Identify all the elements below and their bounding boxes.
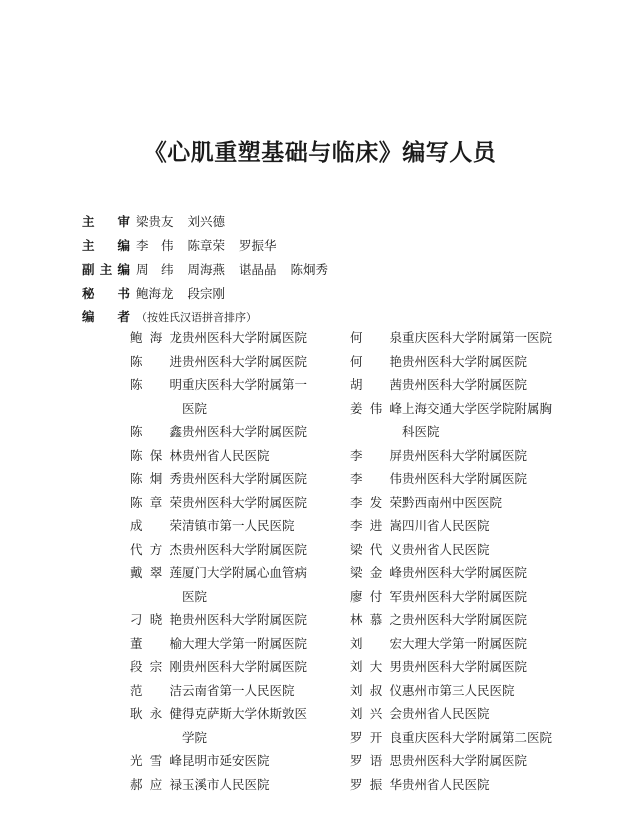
person-name: 梁贵友 xyxy=(136,214,174,229)
editor-affiliation: 贵州医科大学附属医院 xyxy=(182,541,308,557)
editor-affiliation: 贵州医科大学附属医院 xyxy=(182,612,308,627)
editor-affiliation: 贵州医科大学附属医院 xyxy=(182,471,308,486)
person-name: 陈章荣 xyxy=(187,238,226,253)
editor-affiliation: 贵州医科大学附属医院 xyxy=(402,377,528,392)
editor-name: 廖付军 xyxy=(350,588,402,604)
page-title: 《心肌重塑基础与临床》编写人员 xyxy=(143,140,497,166)
editor-name: 陈 鑫 xyxy=(130,424,182,439)
editor-affiliation: 重庆医科大学附属第二医院 xyxy=(402,729,553,745)
editor-affiliation: 四川省人民医院 xyxy=(402,518,490,533)
editor-name: 代方杰 xyxy=(130,541,182,557)
editor-affiliation: 大理大学第一附属医院 xyxy=(402,635,528,651)
editor-name: 梁代义 xyxy=(350,541,402,557)
editor-name: 刁晓艳 xyxy=(130,612,182,627)
role-row-secretary xyxy=(82,284,239,304)
person-name: 陈炯秀 xyxy=(290,262,329,277)
editor-name: 段宗刚 xyxy=(130,659,182,674)
person-name: 罗振华 xyxy=(239,238,277,253)
sort-note: （按姓氏汉语拼音排序） xyxy=(136,311,257,324)
editor-affiliation: 重庆医科大学附属第一医院 xyxy=(182,377,308,416)
editor-name: 何 泉 xyxy=(350,330,402,345)
editor-affiliation: 贵州省人民医院 xyxy=(182,447,270,463)
editor-name: 戴翠莲 xyxy=(130,565,182,580)
editor-affiliation: 贵州医科大学附属医院 xyxy=(182,330,308,345)
editor-name: 李进嵩 xyxy=(350,518,402,533)
role-label: 主 审 xyxy=(82,214,130,229)
editor-name: 梁金峰 xyxy=(350,565,402,580)
editor-name: 光雪峰 xyxy=(130,753,182,768)
editor-name: 姜伟峰 xyxy=(350,400,402,416)
editor-name: 郝应禄 xyxy=(130,776,182,792)
editor-name: 胡 茜 xyxy=(350,377,402,392)
role-row-chief-reviewer xyxy=(82,212,239,232)
editor-name: 范 洁 xyxy=(130,682,182,698)
editor-affiliation: 黔西南州中医医院 xyxy=(402,494,503,510)
role-row-editors xyxy=(82,307,257,327)
editor-affiliation: 厦门大学附属心血管病医院 xyxy=(182,565,308,604)
editor-name: 罗振华 xyxy=(350,776,402,792)
editor-name: 陈保林 xyxy=(130,447,182,463)
editor-name: 陈章荣 xyxy=(130,494,182,510)
editor-name: 陈 进 xyxy=(130,353,182,369)
editor-affiliation: 重庆医科大学附属第一医院 xyxy=(402,330,553,345)
editor-affiliation: 贵州医科大学附属医院 xyxy=(182,424,308,439)
editor-affiliation: 贵州医科大学附属医院 xyxy=(402,565,528,580)
person-name: 段宗刚 xyxy=(187,286,226,301)
editor-affiliation: 贵州省人民医院 xyxy=(402,541,490,557)
role-label: 秘 书 xyxy=(82,286,130,301)
editor-affiliation: 清镇市第一人民医院 xyxy=(182,518,295,533)
role-row-chief-editor xyxy=(82,236,291,256)
editor-name: 陈 明 xyxy=(130,377,182,392)
person-name: 周 纬 xyxy=(136,262,174,277)
person-name: 周海燕 xyxy=(187,262,226,277)
editor-affiliation: 贵州省人民医院 xyxy=(402,776,490,792)
editor-affiliation: 惠州市第三人民医院 xyxy=(402,682,515,698)
editor-name: 刘兴会 xyxy=(350,706,402,721)
editor-affiliation: 上海交通大学医学院附属胸科医院 xyxy=(402,400,553,439)
editor-name: 何 艳 xyxy=(350,353,402,369)
editor-affiliation: 贵州医科大学附属医院 xyxy=(402,447,528,463)
editor-affiliation: 玉溪市人民医院 xyxy=(182,776,270,792)
editor-name: 林慕之 xyxy=(350,612,402,627)
editor-name: 李发荣 xyxy=(350,494,402,510)
editor-affiliation: 贵州省人民医院 xyxy=(402,706,490,721)
editor-affiliation: 昆明市延安医院 xyxy=(182,753,270,768)
editor-name: 李 伟 xyxy=(350,471,402,486)
editor-name: 成 荣 xyxy=(130,518,182,533)
editor-name: 陈炯秀 xyxy=(130,471,182,486)
editor-name: 罗语思 xyxy=(350,753,402,768)
editor-name: 罗开良 xyxy=(350,729,402,745)
editor-affiliation: 大理大学第一附属医院 xyxy=(182,635,308,651)
editor-name: 鲍海龙 xyxy=(130,330,182,345)
editor-affiliation: 得克萨斯大学休斯敦医学院 xyxy=(182,706,308,745)
role-label: 主 编 xyxy=(82,238,130,253)
editor-name: 刘大男 xyxy=(350,659,402,674)
role-row-deputy-editor xyxy=(82,260,342,280)
editor-affiliation: 贵州医科大学附属医院 xyxy=(182,353,308,369)
editor-affiliation: 贵州医科大学附属医院 xyxy=(402,659,528,674)
editor-affiliation: 云南省第一人民医院 xyxy=(182,682,295,698)
editor-name: 刘 宏 xyxy=(350,635,402,651)
editor-affiliation: 贵州医科大学附属医院 xyxy=(402,471,528,486)
editor-affiliation: 贵州医科大学附属医院 xyxy=(402,753,528,768)
editor-affiliation: 贵州医科大学附属医院 xyxy=(402,612,528,627)
editor-name: 耿永健 xyxy=(130,706,182,721)
role-label: 副主编 xyxy=(82,262,130,277)
editor-name: 李 屏 xyxy=(350,447,402,463)
person-name: 鲍海龙 xyxy=(136,286,174,301)
editor-name: 刘叔仪 xyxy=(350,682,402,698)
person-name: 李 伟 xyxy=(136,238,174,253)
editor-affiliation: 贵州医科大学附属医院 xyxy=(402,588,528,604)
editor-affiliation: 贵州医科大学附属医院 xyxy=(182,659,308,674)
editor-name: 董 榆 xyxy=(130,635,182,651)
editor-affiliation: 贵州医科大学附属医院 xyxy=(402,353,528,369)
person-name: 谌晶晶 xyxy=(239,262,277,277)
person-name: 刘兴德 xyxy=(187,214,226,229)
role-label: 编 者 xyxy=(82,309,130,324)
editor-affiliation: 贵州医科大学附属医院 xyxy=(182,494,308,510)
